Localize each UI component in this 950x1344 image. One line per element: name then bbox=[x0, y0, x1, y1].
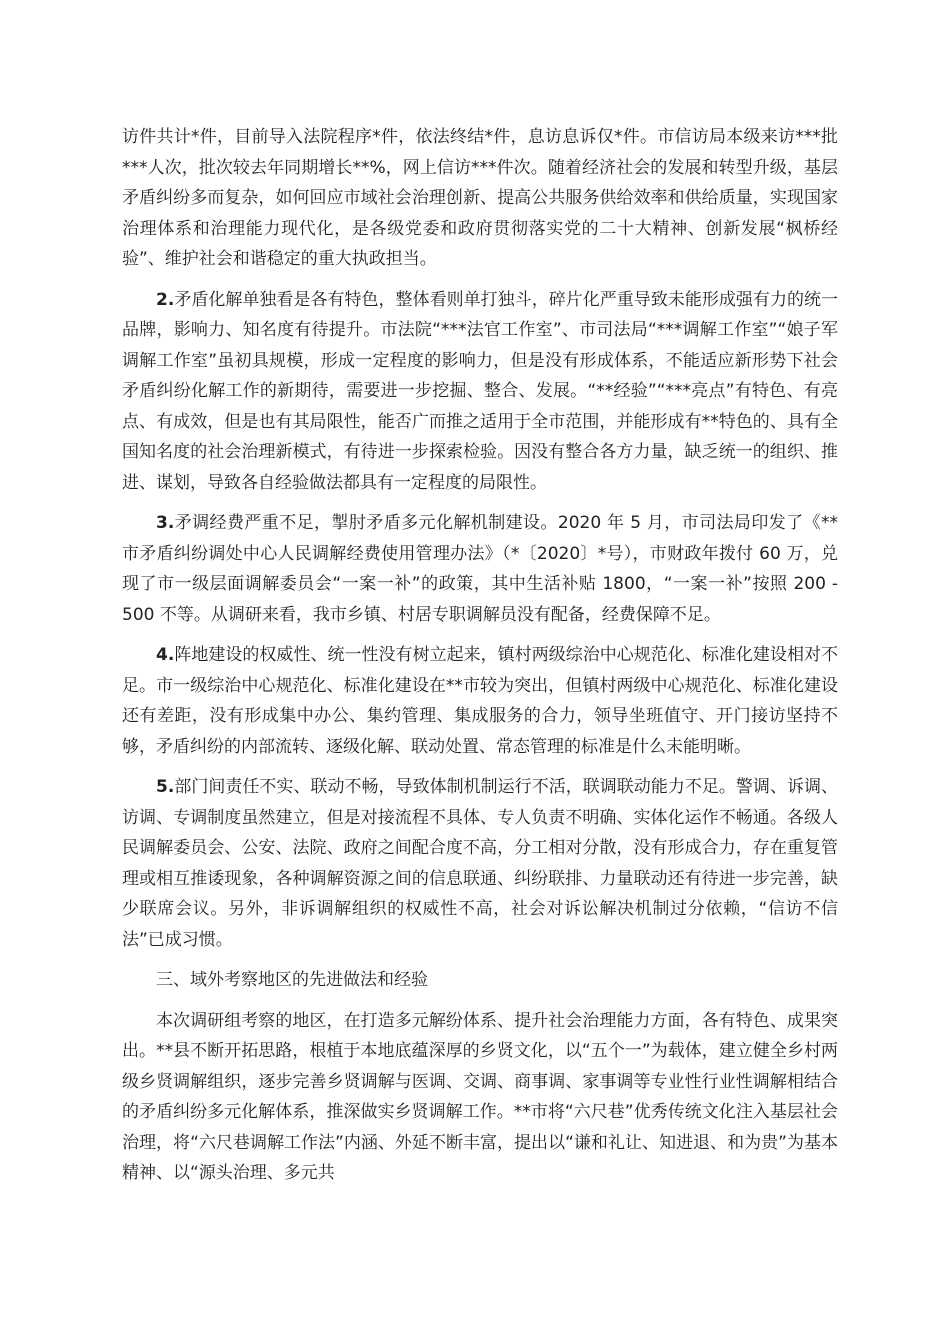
paragraph-3 bbox=[122, 508, 838, 630]
paragraph-4-text: 阵地建设的权威性、统一性没有树立起来，镇村两级综治中心规范化、标准化建设相对不足。市一级综治中心规范化、标准化建设在**市较为突出，但镇村两级中心规范化、标准化建设还有差距，没有形成集中办公、集约管理、集成服务的合力，领导坐班值守、开门接访坚持不够，矛盾纠纷的内部流转、逐级化解、联动处置、常态管理的标准是什么未能明晰。 bbox=[122, 645, 838, 757]
section-heading: 三、域外考察地区的先进做法和经验 bbox=[156, 970, 428, 990]
paragraph-4 bbox=[122, 640, 838, 762]
document-body bbox=[122, 122, 838, 1189]
paragraph-2 bbox=[122, 285, 838, 499]
paragraph-5-number: 5. bbox=[156, 777, 175, 797]
paragraph-3-number: 3. bbox=[156, 513, 175, 533]
paragraph-1-text: 访件共计*件，目前导入法院程序*件，依法终结*件，息访息诉仅*件。市信访局本级来访***批***人次，批次较去年同期增长**%，网上信访***件次。随着经济社会的发展和转型升级，基层矛盾纠纷多而复杂，如何回应市域社会治理创新、提高公共服务供给效率和供给质量，实现国家治理体系和治理能力现代化，是各级党委和政府贯彻落实党的二十大精神、创新发展“枫桥经验”、维护社会和谐稳定的重大执政担当。 bbox=[122, 127, 838, 269]
paragraph-4-number: 4. bbox=[156, 645, 175, 665]
closing-paragraph: 本次调研组考察的地区，在打造多元解纷体系、提升社会治理能力方面，各有特色、成果突出。**县不断开拓思路，根植于本地底蕴深厚的乡贤文化，以“五个一”为载体，建立健全乡村两级乡贤调解组织，逐步完善乡贤调解与医调、交调、商事调、家事调等专业性行业性调解相结合的矛盾纠纷多元化解体系，推深做实乡贤调解工作。**市将“六尺巷”优秀传统文化注入基层社会治理，将“六尺巷调解工作法”内涵、外延不断丰富，提出以“谦和礼让、知进退、和为贵”为基本精神、以“源头治理、多元共 bbox=[122, 1010, 838, 1183]
paragraph-2-text: 矛盾化解单独看是各有特色，整体看则单打独斗，碎片化严重导致未能形成强有力的统一品牌，影响力、知名度有待提升。市法院“***法官工作室”、市司法局“***调解工作室”“娘子军调解工作室”虽初具规模，形成一定程度的影响力，但是没有形成体系，不能适应新形势下社会矛盾纠纷化解工作的新期待，需要进一步挖掘、整合、发展。“**经验”“***亮点”有特色、有亮点、有成效，但是也有其局限性，能否广而推之适用于全市范围，并能形成有**特色的、具有全国知名度的社会治理新模式，有待进一步探索检验。因没有整合各方力量，缺乏统一的组织、推进、谋划，导致各自经验做法都具有一定程度的局限性。 bbox=[122, 289, 838, 493]
paragraph-1 bbox=[122, 122, 838, 275]
paragraph-2-number: 2. bbox=[156, 289, 175, 310]
paragraph-3-text: 矛调经费严重不足，掣肘矛盾多元化解机制建设。2020 年 5 月，市司法局印发了《**市矛盾纠纷调处中心人民调解经费使用管理办法》（*〔2020〕*号），市财政年拨付 60 万，兑现了市一级层面调解委员会“一案一补”的政策，其中生活补贴 1800，“一案一补”按照 200 - 500 不等。从调研来看，我市乡镇、村居专职调解员没有配备，经费保障不足。 bbox=[122, 513, 838, 625]
paragraph-5 bbox=[122, 772, 838, 955]
paragraph-5-text: 部门间责任不实、联动不畅，导致体制机制运行不活，联调联动能力不足。警调、诉调、访调、专调制度虽然建立，但是对接流程不具体、专人负责不明确、实体化运作不畅通。各级人民调解委员会、公安、法院、政府之间配合度不高，分工相对分散，没有形成合力，存在重复管理或相互推诿现象，各种调解资源之间的信息联通、纠纷联排、力量联动还有待进一步完善，缺少联席会议。另外，非诉调解组织的权威性不高，社会对诉讼解决机制过分依赖，“信访不信法”已成习惯。 bbox=[122, 777, 838, 950]
